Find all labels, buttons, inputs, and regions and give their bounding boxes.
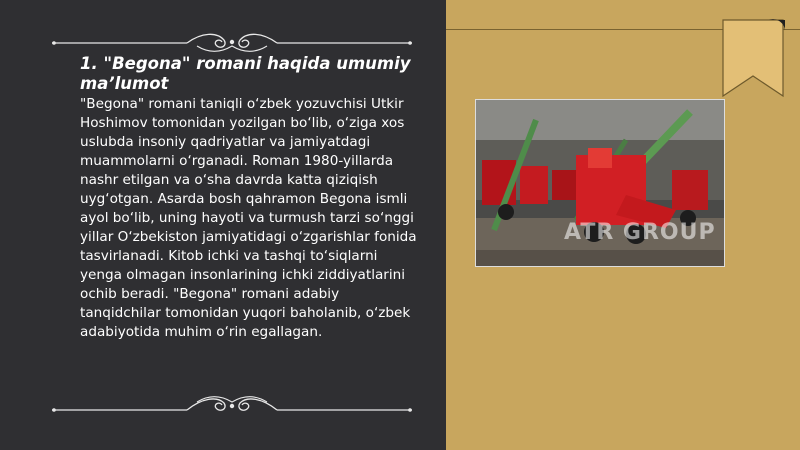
machinery-photo	[475, 99, 725, 267]
scroll-ornament-icon	[52, 392, 412, 416]
scroll-ornament-icon	[52, 32, 412, 56]
slide-body-text: "Begona" romani taniqli o‘zbek yozuvchisi Utkir Hoshimov tomonidan yozilgan bo‘lib, o‘ziga xos uslubda insoniy qadriyatlar va jamiyatdagi muammolarni o‘rganadi. Roman 1980-yillarda nashr etilgan va o‘sha davrda katta qiziqish uyg‘otgan. Asarda bosh qahramon Begona ismli ayol bo‘lib, uning hayoti va turmush tarzi so‘nggi yillar O‘zbekiston jamiyatidagi o‘zgarishlar fonida tasvirlanadi. Kitob ichki va tashqi to‘siqlarni yenga olmagan insonlarining ichki ziddiyatlarini ochib beradi. "Begona" romani adabiy tanqidchilar tomonidan yuqori baholanib, o‘zbek adabiyotida muhim o‘rin egallagan.	[80, 96, 417, 340]
bookmark-ribbon-icon	[719, 18, 787, 98]
slide-title: 1. "Begona" romani haqida umumiy ma’lumot	[80, 54, 411, 93]
photo-watermark: ATR GROUP	[564, 220, 716, 245]
